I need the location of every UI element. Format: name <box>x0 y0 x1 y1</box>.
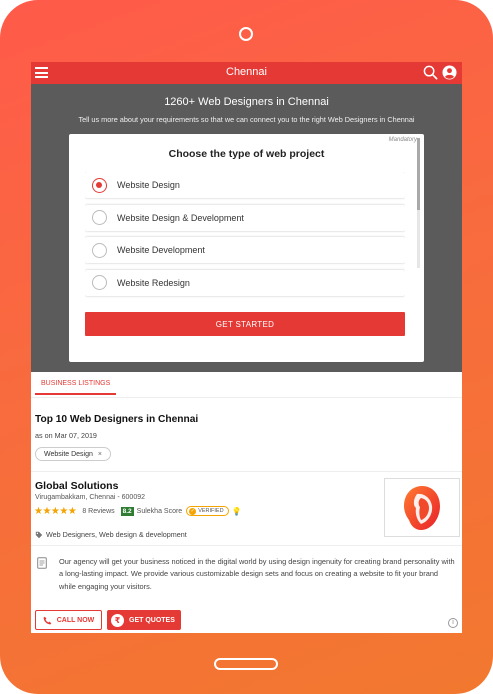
radio-selected[interactable] <box>92 178 107 193</box>
radio-unselected[interactable] <box>92 243 107 258</box>
close-icon[interactable]: × <box>97 450 102 458</box>
listing-title: Top 10 Web Designers in Chennai <box>35 414 199 425</box>
option-label: Website Design <box>117 180 180 190</box>
hero-subtitle: Tell us more about your requirements so that we can connect you to the right Web Designers in Chennai <box>78 115 415 124</box>
chip-label: Website Design <box>44 450 93 458</box>
call-now-button[interactable] <box>35 610 102 630</box>
get-started-button[interactable]: GET STARTED <box>85 312 405 336</box>
phone-icon <box>43 616 52 625</box>
option-website-redesign[interactable] <box>85 270 405 296</box>
city-title[interactable]: Chennai <box>226 66 267 78</box>
hero-title: 1260+ Web Designers in Chennai <box>164 96 329 108</box>
option-label: Website Development <box>117 245 205 256</box>
requirement-form-card <box>69 134 424 362</box>
filter-chip-website-design[interactable] <box>35 447 111 461</box>
categories-text: Web Designers, Web design & development <box>46 530 187 539</box>
info-icon[interactable]: i <box>448 618 458 628</box>
app-screen <box>31 62 462 633</box>
get-quotes-button[interactable] <box>107 610 181 630</box>
home-button[interactable] <box>214 658 278 670</box>
search-icon[interactable] <box>423 65 438 80</box>
business-logo[interactable] <box>384 478 460 537</box>
options-scrollbar-thumb[interactable] <box>417 138 420 210</box>
lion-logo-icon <box>403 484 441 532</box>
divider <box>31 545 462 546</box>
form-title: Choose the type of web project <box>168 148 325 160</box>
star-rating: ★★★★★ <box>34 505 77 517</box>
top-bar <box>31 62 462 84</box>
document-icon <box>37 557 47 569</box>
option-website-design-development[interactable] <box>85 205 405 231</box>
call-now-label: CALL NOW <box>56 616 95 624</box>
camera-icon <box>239 27 253 41</box>
business-address: Virugambakkam, Chennai - 600092 <box>35 494 145 501</box>
bulb-icon: 💡 <box>231 506 242 516</box>
business-categories <box>35 530 187 539</box>
option-label: Website Design & Development <box>117 212 244 223</box>
check-icon: ✓ <box>190 507 195 514</box>
sulekha-score-badge: 8.2 <box>122 507 132 515</box>
mandatory-label: Mandatory <box>388 137 417 143</box>
verified-badge <box>186 506 228 516</box>
hero-section <box>31 84 462 372</box>
option-website-design[interactable] <box>85 172 405 198</box>
project-type-options <box>85 172 405 302</box>
listing-date: as on Mar 07, 2019 <box>35 431 97 440</box>
business-description: Our agency will get your business noticed in the digital world by using design ingenuity for creating brand personality with a long-lasting impact. We provide various customizable design sets and focus on creating a website to fit your brand while engaging your visitors. <box>59 557 455 591</box>
verified-label: VERIFIED <box>198 508 224 514</box>
radio-unselected[interactable] <box>92 275 107 290</box>
radio-unselected[interactable] <box>92 210 107 225</box>
sulekha-score-label: Sulekha Score <box>136 507 183 515</box>
reviews-link[interactable]: 8 Reviews <box>82 507 115 515</box>
option-label: Website Redesign <box>117 277 190 288</box>
listing-tabs <box>31 372 462 398</box>
business-name[interactable]: Global Solutions <box>35 480 119 492</box>
tag-icon <box>35 531 43 539</box>
option-website-development[interactable] <box>85 237 405 263</box>
rating-row <box>34 505 242 517</box>
rupee-icon: ₹ <box>111 614 124 627</box>
divider <box>31 471 462 472</box>
user-icon[interactable] <box>442 65 457 80</box>
tab-business-listings[interactable]: BUSINESS LISTINGS <box>35 380 116 395</box>
get-quotes-label: GET QUOTES <box>129 616 175 624</box>
